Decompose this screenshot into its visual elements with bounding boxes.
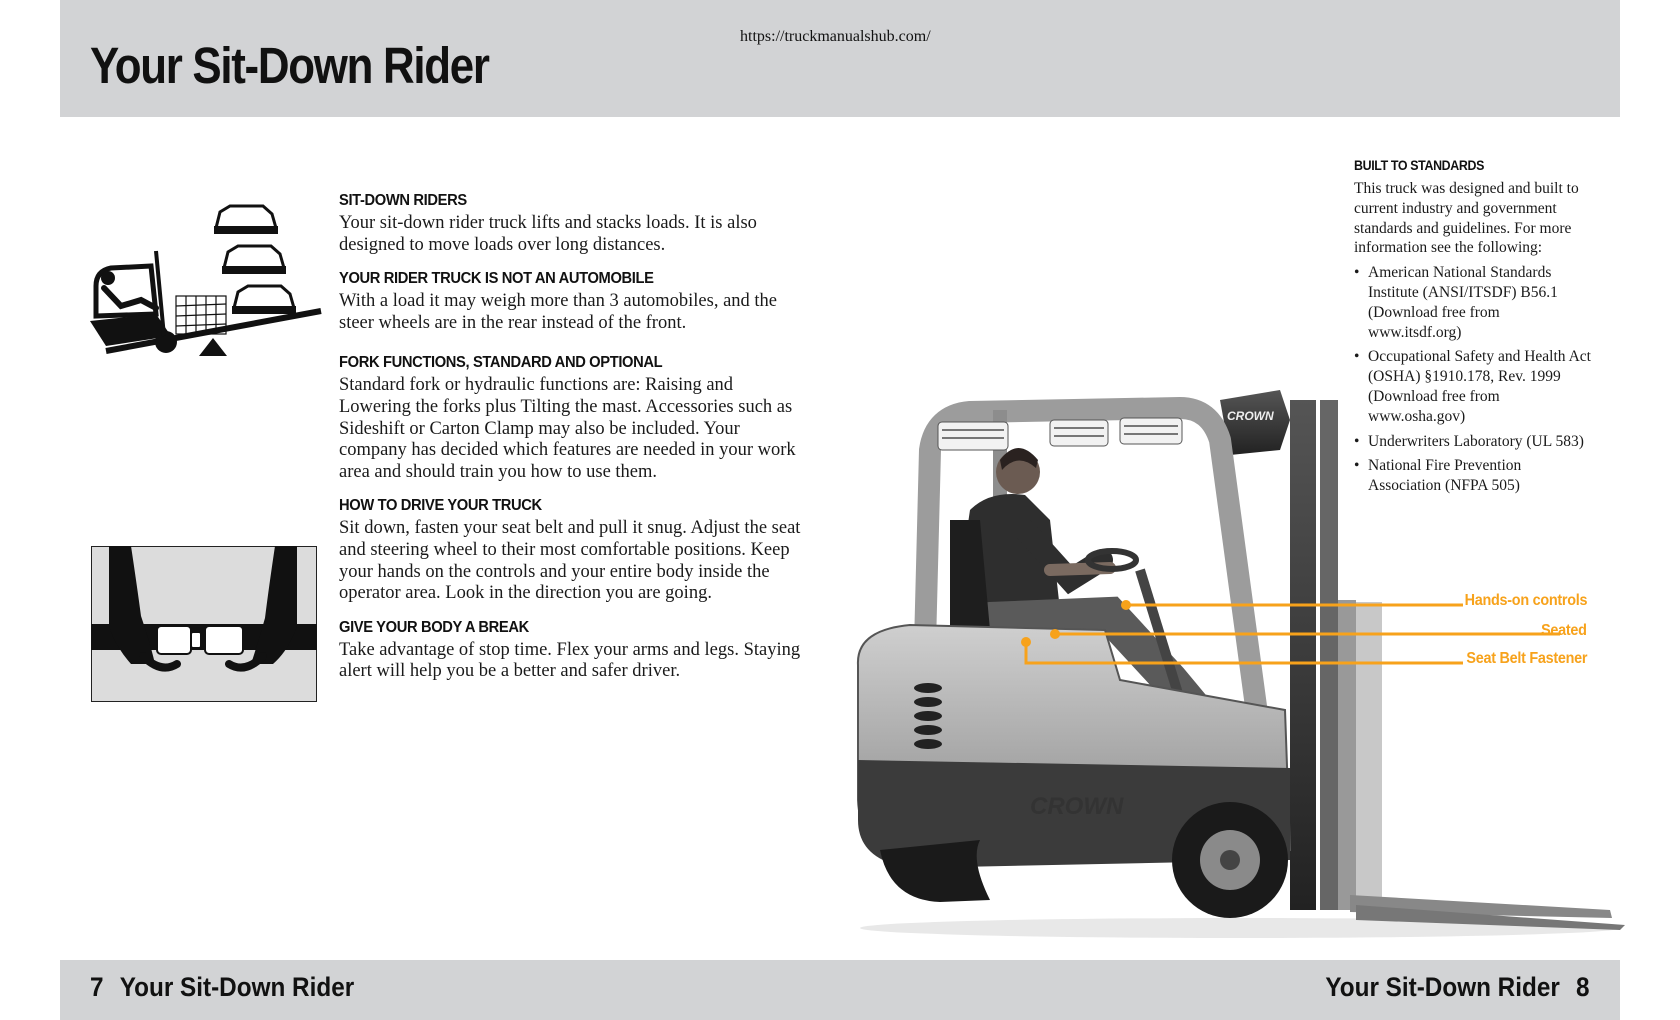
seat-belt-buckle-icon [91,546,317,702]
footer-left [90,972,354,1003]
list-item: • American National Standards Institute (ANSI/ITSDF) B56.1 (Download free from www.itsdf.org) [1354,263,1594,342]
section-body: Standard fork or hydraulic functions are: Raising and Lowering the forks plus Tilting the mast. Accessories such as Sideshift or Carton Clamp may also be included. Your company has decided which features are needed in your work area and should train you how to use them. [339,375,796,482]
crown-logo-body: CROWN [1030,793,1124,820]
footer-right [1326,972,1590,1003]
crown-logo-pod: CROWN [1227,409,1274,423]
source-url[interactable]: https://truckmanualshub.com/ [740,28,931,45]
list-item: • Underwriters Laboratory (UL 583) [1354,432,1594,452]
callout-hands-on-controls: Hands-on controls [1464,592,1587,609]
standards-intro: This truck was designed and built to current industry and government standards and guidelines. For more information see the following: [1354,180,1579,257]
main-content [339,192,809,697]
section-sit-down-riders [339,192,809,256]
page-number-left: 7 [90,972,104,1002]
section-not-automobile [339,270,809,334]
standards-heading: BUILT TO STANDARDS [1354,158,1484,173]
footer-left-label: Your Sit-Down Rider [119,972,355,1002]
section-heading: YOUR RIDER TRUCK IS NOT AN AUTOMOBILE [339,270,654,288]
section-heading: HOW TO DRIVE YOUR TRUCK [339,497,542,515]
section-fork-functions [339,354,809,483]
section-body: Sit down, fasten your seat belt and pull it snug. Adjust the seat and steering wheel to their most comfortable positions. Keep your hands on the controls and your entire body inside the operator area. Look in the direction you are going. [339,518,801,604]
list-item: • National Fire Prevention Association (NFPA 505) [1354,456,1594,496]
section-heading: GIVE YOUR BODY A BREAK [339,618,529,636]
section-body: Take advantage of stop time. Flex your arms and legs. Staying alert will help you be a better and safer driver. [339,639,801,682]
list-item: • Occupational Safety and Health Act (OSHA) §1910.178, Rev. 1999 (Download free from www.osha.gov) [1354,347,1594,426]
section-body: With a load it may weigh more than 3 automobiles, and the steer wheels are in the rear instead of the front. [339,291,778,333]
page-title: Your Sit-Down Rider [90,37,489,94]
section-heading: SIT-DOWN RIDERS [339,192,467,209]
section-body: Your sit-down rider truck lifts and stacks loads. It is also designed to move loads over long distances. [339,213,757,255]
forklift-seesaw-icon [86,196,322,382]
callout-seated: Seated [1541,622,1587,639]
footer-right-label: Your Sit-Down Rider [1325,972,1561,1002]
section-heading: FORK FUNCTIONS, STANDARD AND OPTIONAL [339,354,663,372]
section-how-to-drive [339,497,809,604]
callout-seat-belt-fastener: Seat Belt Fastener [1466,650,1587,667]
section-body-break [339,619,809,683]
page-number-right: 8 [1576,972,1590,1002]
